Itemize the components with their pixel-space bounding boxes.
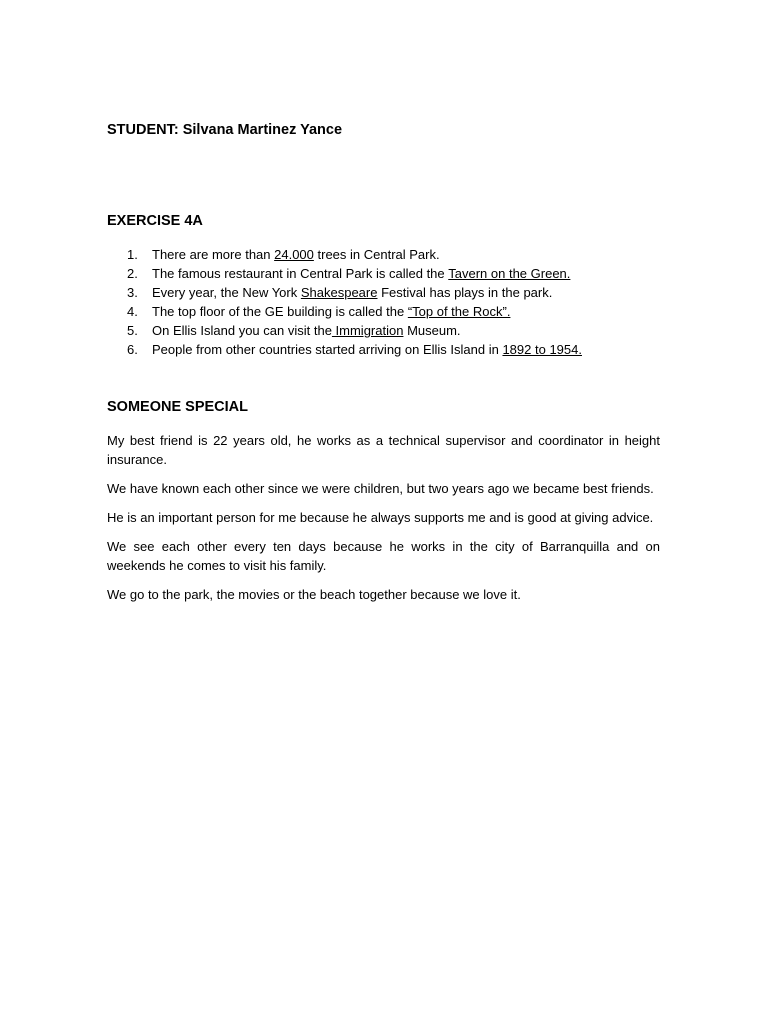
paragraph: He is an important person for me because he always supports me and is good at giving advice. bbox=[107, 510, 654, 525]
exercise-list bbox=[107, 245, 660, 359]
paragraph: My best friend is 22 years old, he works as a technical supervisor and coordinator in height insurance. bbox=[107, 433, 660, 467]
student-name: STUDENT: Silvana Martinez Yance bbox=[107, 122, 343, 138]
exercise-item bbox=[107, 302, 660, 321]
item-number: 4. bbox=[127, 304, 138, 319]
someone-special-body bbox=[107, 431, 660, 614]
item-number: 6. bbox=[127, 342, 138, 357]
exercise-title: EXERCISE 4A bbox=[107, 213, 203, 229]
item-answer: 1892 to 1954. bbox=[502, 342, 582, 357]
item-number: 3. bbox=[127, 285, 138, 300]
paragraph: We see each other every ten days because he works in the city of Barranquilla and on weekends he comes to visit his family. bbox=[107, 539, 660, 573]
item-answer: 24.000 bbox=[274, 247, 314, 262]
someone-special-title: SOMEONE SPECIAL bbox=[107, 399, 248, 415]
item-text: Festival has plays in the park. bbox=[377, 285, 553, 300]
exercise-item bbox=[107, 283, 660, 302]
item-text: trees in Central Park. bbox=[313, 247, 440, 262]
item-answer: Tavern on the Green. bbox=[448, 266, 571, 281]
item-answer: Immigration bbox=[331, 323, 404, 338]
item-text: The top floor of the GE building is called the bbox=[152, 304, 408, 319]
paragraph: We go to the park, the movies or the beach together because we love it. bbox=[107, 587, 521, 602]
exercise-item bbox=[107, 245, 660, 264]
item-text: Every year, the New York bbox=[152, 285, 301, 300]
item-text: Museum. bbox=[403, 323, 461, 338]
item-text: The famous restaurant in Central Park is called the bbox=[152, 266, 449, 281]
item-text: There are more than bbox=[152, 247, 275, 262]
item-number: 5. bbox=[127, 323, 138, 338]
item-text: People from other countries started arriving on Ellis Island in bbox=[152, 342, 503, 357]
item-answer: “Top of the Rock”. bbox=[407, 304, 511, 319]
exercise-item bbox=[107, 264, 660, 283]
item-number: 2. bbox=[127, 266, 138, 281]
item-text: On Ellis Island you can visit the bbox=[152, 323, 332, 338]
paragraph: We have known each other since we were children, but two years ago we became best friends. bbox=[107, 481, 654, 496]
exercise-item bbox=[107, 340, 660, 359]
item-answer: Shakespeare bbox=[300, 285, 378, 300]
exercise-item bbox=[107, 321, 660, 340]
item-number: 1. bbox=[127, 247, 138, 262]
